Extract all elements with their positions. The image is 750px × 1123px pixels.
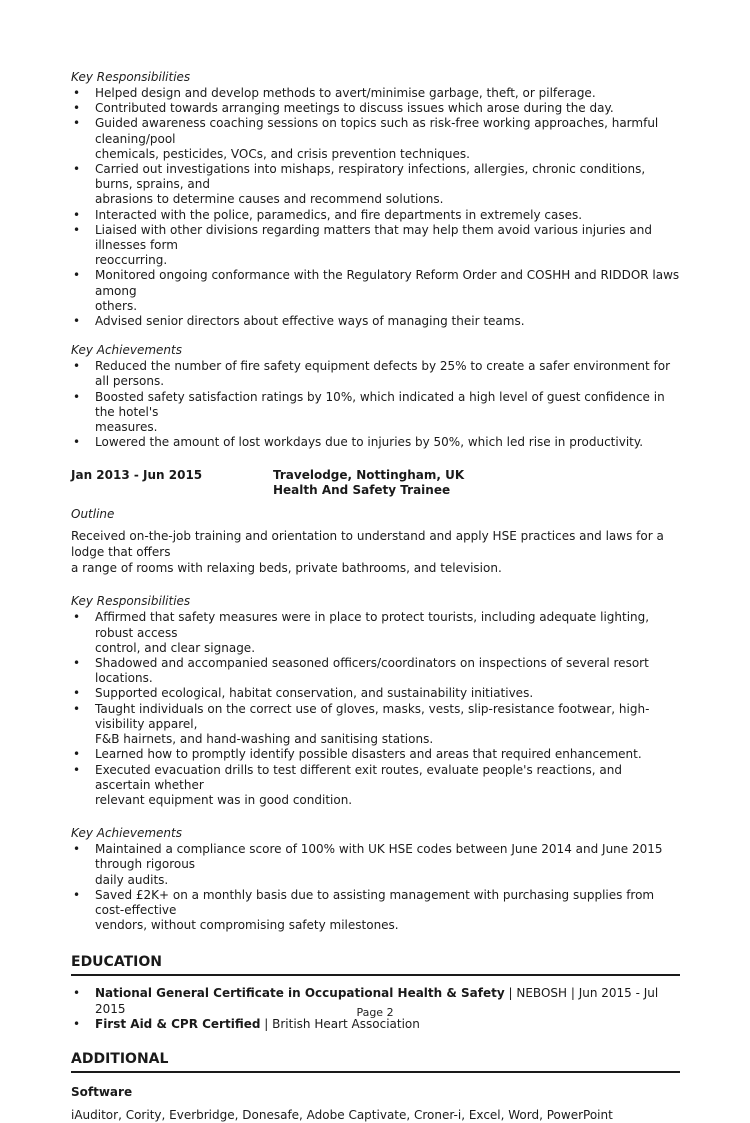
bullet-item xyxy=(71,435,680,450)
job2-responsibilities-label: Key Responsibilities xyxy=(71,594,191,609)
bullet-line: • Supported ecological, habitat conservation, and sustainability initiatives. xyxy=(95,686,534,701)
bullet-item xyxy=(71,390,680,436)
bullet-line: control, and clear signage. xyxy=(95,640,256,655)
bullet-item xyxy=(71,888,680,934)
bullet-line: • Monitored ongoing conformance with the Regulatory Reform Order and COSHH and RIDDOR laws among xyxy=(95,268,680,298)
bullet-item xyxy=(71,116,680,162)
bullet-item xyxy=(71,162,680,208)
bullet-item xyxy=(71,359,680,389)
bullet-item xyxy=(71,656,680,686)
bullet-line: relevant equipment was in good condition. xyxy=(95,792,353,807)
bullet-line: others. xyxy=(95,298,138,313)
education-item-detail: | British Heart Association xyxy=(260,1016,420,1031)
page-number: Page 2 xyxy=(356,1006,394,1019)
bullet-item xyxy=(71,314,680,329)
software-list: iAuditor, Cority, Everbridge, Donesafe, Adobe Captivate, Croner-i, Excel, Word, PowerPoint xyxy=(71,1107,613,1122)
bullet-line: • Taught individuals on the correct use of gloves, masks, vests, slip-resistance footwear, high-visibility apparel, xyxy=(95,701,650,731)
education-item-detail: | NEBOSH | Jun 2015 - Jul 2015 xyxy=(95,986,659,1016)
job2-outline-label: Outline xyxy=(71,507,115,522)
bullet-line: • Executed evacuation drills to test different exit routes, evaluate people's reactions, and ascertain whether xyxy=(95,762,622,792)
bullet-line: • Learned how to promptly identify possible disasters and areas that required enhancement. xyxy=(95,747,642,762)
bullet-line: • Guided awareness coaching sessions on topics such as risk-free working approaches, harmful cleaning/pool xyxy=(95,116,659,146)
bullet-item xyxy=(71,842,680,888)
job2-header xyxy=(71,468,680,498)
bullet-item xyxy=(71,747,680,762)
job1-achievements-list xyxy=(71,359,680,450)
additional-heading: ADDITIONAL xyxy=(71,1050,680,1073)
bullet-line: • Shadowed and accompanied seasoned officers/coordinators on inspections of several resort locations. xyxy=(95,656,649,686)
bullet-item xyxy=(71,686,680,701)
job2-dates: Jan 2013 - Jun 2015 xyxy=(71,468,203,483)
bullet-line: • Interacted with the police, paramedics, and fire departments in extremely cases. xyxy=(95,207,583,222)
bullet-item xyxy=(71,208,680,223)
bullet-line: • Maintained a compliance score of 100% with UK HSE codes between June 2014 and June 2015 through rigorous xyxy=(95,842,663,872)
bullet-line: • Helped design and develop methods to avert/minimise garbage, theft, or pilferage. xyxy=(95,86,596,100)
job2-outline-line: a range of rooms with relaxing beds, private bathrooms, and television. xyxy=(71,561,502,576)
bullet-item xyxy=(71,702,680,748)
bullet-item xyxy=(71,86,680,101)
bullet-item xyxy=(71,268,680,314)
bullet-line: • Saved £2K+ on a monthly basis due to assisting management with purchasing supplies from cost-effective xyxy=(95,887,655,917)
bullet-line: reoccurring. xyxy=(95,253,168,268)
job2-achievements-label: Key Achievements xyxy=(71,826,182,841)
bullet-line: vendors, without compromising safety milestones. xyxy=(95,918,399,933)
bullet-item xyxy=(71,223,680,269)
bullet-line: F&B hairnets, and hand-washing and sanitising stations. xyxy=(95,732,434,747)
bullet-line: • Reduced the number of fire safety equipment defects by 25% to create a safer environment for all persons. xyxy=(95,359,670,389)
resume-page xyxy=(71,70,680,1123)
job1-responsibilities-label: Key Responsibilities xyxy=(71,70,191,84)
education-item-name: National General Certificate in Occupational Health & Safety xyxy=(95,986,505,1001)
education-item xyxy=(71,1017,680,1032)
bullet-line: abrasions to determine causes and recommend solutions. xyxy=(95,192,444,207)
bullet-line: • Boosted safety satisfaction ratings by 10%, which indicated a high level of guest confidence in the hotel's xyxy=(95,389,665,419)
bullet-item xyxy=(71,101,680,116)
job2-outline-line: Received on-the-job training and orientation to understand and apply HSE practices and laws for a lodge that offers xyxy=(71,529,664,560)
bullet-line: • Lowered the amount of lost workdays due to injuries by 50%, which led rise in productivity. xyxy=(95,435,644,450)
education-item-name: First Aid & CPR Certified xyxy=(95,1016,261,1031)
job1-achievements-label: Key Achievements xyxy=(71,343,182,358)
bullet-item xyxy=(71,763,680,809)
bullet-item xyxy=(71,610,680,656)
job2-title: Health And Safety Trainee xyxy=(273,483,451,498)
job2-achievements-list xyxy=(71,842,680,933)
job2-org xyxy=(273,468,464,498)
software-label: Software xyxy=(71,1084,133,1099)
bullet-line: • Liaised with other divisions regarding matters that may help them avoid various injuries and illnesses form xyxy=(95,222,652,253)
job1-responsibilities-list xyxy=(71,86,680,329)
bullet-line: • Affirmed that safety measures were in place to protect tourists, including adequate lighting, robust access xyxy=(95,610,650,640)
job2-responsibilities-list xyxy=(71,610,680,808)
bullet-line: • Carried out investigations into mishaps, respiratory infections, allergies, chronic conditions, burns, sprains, and xyxy=(95,162,646,192)
education-heading: EDUCATION xyxy=(71,953,680,976)
bullet-line: daily audits. xyxy=(95,872,169,887)
bullet-line: measures. xyxy=(95,420,158,435)
job2-outline xyxy=(71,528,680,576)
job2-employer: Travelodge, Nottingham, UK xyxy=(273,468,465,483)
bullet-line: chemicals, pesticides, VOCs, and crisis prevention techniques. xyxy=(95,146,470,161)
bullet-line: • Contributed towards arranging meetings to discuss issues which arose during the day. xyxy=(95,101,614,116)
bullet-line: • Advised senior directors about effective ways of managing their teams. xyxy=(95,314,525,329)
